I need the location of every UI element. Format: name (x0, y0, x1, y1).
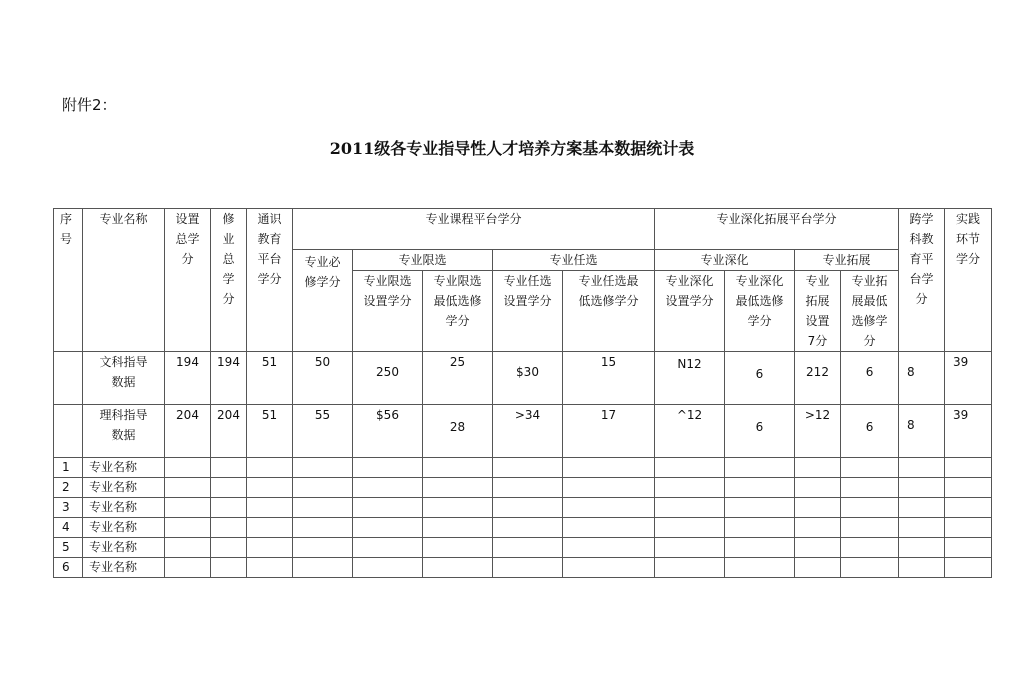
cell-general: 51 (247, 352, 293, 405)
cell-limited-set: 250 (353, 352, 423, 405)
table-row (54, 458, 992, 478)
row-seq (54, 405, 83, 458)
cell-deepen-min: 6 (725, 405, 795, 458)
row-major: 专业名称 (83, 498, 165, 518)
cell-required: 50 (293, 352, 353, 405)
row-major: 专业名称 (83, 518, 165, 538)
table-row (54, 558, 992, 578)
header-expand-min: 专业拓 展最低 选修学 分 (841, 271, 899, 352)
table-row (54, 405, 992, 458)
page-title: 2011级各专业指导性人才培养方案基本数据统计表 (329, 139, 695, 158)
table-row (54, 518, 992, 538)
row-major: 专业名称 (83, 458, 165, 478)
header-major: 专业名称 (83, 209, 165, 352)
header-optional-set: 专业任选 设置学分 (493, 271, 563, 352)
cell-optional-set: >34 (493, 405, 563, 458)
header-limited: 专业限选 (353, 250, 493, 271)
cell-general: 51 (247, 405, 293, 458)
row-seq (54, 352, 83, 405)
cell-expand-min: 6 (841, 405, 899, 458)
row-major: 文科指导 数据 (83, 352, 165, 405)
header-deepen-set: 专业深化 设置学分 (655, 271, 725, 352)
header-row-1 (54, 209, 992, 250)
cell-limited-min: 28 (423, 405, 493, 458)
cell-expand-set: >12 (795, 405, 841, 458)
table-row (54, 498, 992, 518)
cell-limited-min: 25 (423, 352, 493, 405)
header-optional: 专业任选 (493, 250, 655, 271)
header-deepen-platform: 专业深化拓展平台学分 (655, 209, 899, 250)
row-major: 理科指导 数据 (83, 405, 165, 458)
cell-deepen-set: N12 (655, 352, 725, 405)
cell-expand-min: 6 (841, 352, 899, 405)
header-deepen: 专业深化 (655, 250, 795, 271)
header-course-platform: 专业课程平台学分 (293, 209, 655, 250)
cell-expand-set: 212 (795, 352, 841, 405)
header-expand: 专业拓展 (795, 250, 899, 271)
cell-optional-min: 15 (563, 352, 655, 405)
row-seq: 2 (54, 478, 83, 498)
cell-practice: 39 (945, 405, 992, 458)
cell-required: 55 (293, 405, 353, 458)
header-required: 专业必 修学分 (293, 250, 353, 352)
row-seq: 4 (54, 518, 83, 538)
row-seq: 5 (54, 538, 83, 558)
cell-practice: 39 (945, 352, 992, 405)
row-seq: 6 (54, 558, 83, 578)
cell-optional-set: $30 (493, 352, 563, 405)
header-general-platform: 通识 教育 平台 学分 (247, 209, 293, 352)
header-practice: 实践 环节 学分 (945, 209, 992, 352)
table-row (54, 478, 992, 498)
header-limited-set: 专业限选 设置学分 (353, 271, 423, 352)
attachment-label: 附件2： (62, 96, 117, 114)
row-major: 专业名称 (83, 558, 165, 578)
cell-required-total: 194 (211, 352, 247, 405)
cell-total: 194 (165, 352, 211, 405)
cell-deepen-set: ^12 (655, 405, 725, 458)
cell-optional-min: 17 (563, 405, 655, 458)
statistics-table (53, 208, 992, 578)
header-optional-min: 专业任选最 低选修学分 (563, 271, 655, 352)
cell-deepen-min: 6 (725, 352, 795, 405)
table-row (54, 352, 992, 405)
row-major: 专业名称 (83, 478, 165, 498)
cell-cross: 8 (899, 352, 945, 405)
table-row (54, 538, 992, 558)
header-expand-set: 专业 拓展 设置 7分 (795, 271, 841, 352)
cell-cross: 8 (899, 405, 945, 458)
header-deepen-min: 专业深化 最低选修 学分 (725, 271, 795, 352)
header-cross-platform: 跨学 科教 育平 台学 分 (899, 209, 945, 352)
row-seq: 1 (54, 458, 83, 478)
header-required-total: 修 业 总 学 分 (211, 209, 247, 352)
header-total-credits: 设置 总学 分 (165, 209, 211, 352)
cell-required-total: 204 (211, 405, 247, 458)
header-seq: 序 号 (54, 209, 83, 352)
row-seq: 3 (54, 498, 83, 518)
row-major: 专业名称 (83, 538, 165, 558)
cell-limited-set: $56 (353, 405, 423, 458)
header-limited-min: 专业限选 最低选修 学分 (423, 271, 493, 352)
cell-total: 204 (165, 405, 211, 458)
